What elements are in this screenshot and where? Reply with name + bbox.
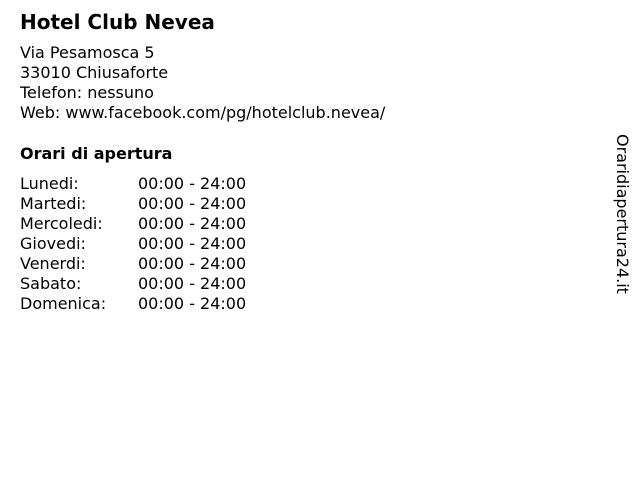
time-range: 00:00 - 24:00 — [138, 294, 247, 313]
hours-row-thursday — [20, 234, 246, 254]
time-range: 00:00 - 24:00 — [138, 174, 247, 193]
time-range: 00:00 - 24:00 — [138, 194, 247, 213]
day-label: Sabato: — [20, 274, 82, 293]
street-address: Via Pesamosca 5 — [20, 43, 155, 62]
watermark-text: Oraridiapertura24.it — [613, 134, 632, 294]
postal-city: 33010 Chiusaforte — [20, 63, 169, 82]
web-line — [20, 103, 385, 123]
time-range: 00:00 - 24:00 — [138, 254, 247, 273]
day-label: Domenica: — [20, 294, 107, 313]
hours-row-tuesday — [20, 194, 246, 214]
time-range: 00:00 - 24:00 — [138, 214, 247, 233]
address-block — [20, 43, 385, 123]
phone-line: Telefon: nessuno — [20, 83, 154, 102]
day-label: Mercoledi: — [20, 214, 103, 233]
web-link[interactable]: www.facebook.com/pg/hotelclub.nevea/ — [65, 103, 386, 122]
hours-row-wednesday — [20, 214, 246, 234]
hours-row-friday — [20, 254, 246, 274]
opening-hours-table — [20, 174, 246, 314]
day-label: Lunedi: — [20, 174, 79, 193]
hours-row-saturday — [20, 274, 246, 294]
day-label: Giovedi: — [20, 234, 86, 253]
site-watermark — [610, 134, 634, 310]
web-label: Web: — [20, 103, 61, 122]
page-title: Hotel Club Nevea — [20, 10, 215, 34]
hours-heading: Orari di apertura — [20, 144, 173, 163]
hours-row-sunday — [20, 294, 246, 314]
day-label: Venerdi: — [20, 254, 86, 273]
hours-row-monday — [20, 174, 246, 194]
day-label: Martedi: — [20, 194, 87, 213]
time-range: 00:00 - 24:00 — [138, 274, 247, 293]
time-range: 00:00 - 24:00 — [138, 234, 247, 253]
